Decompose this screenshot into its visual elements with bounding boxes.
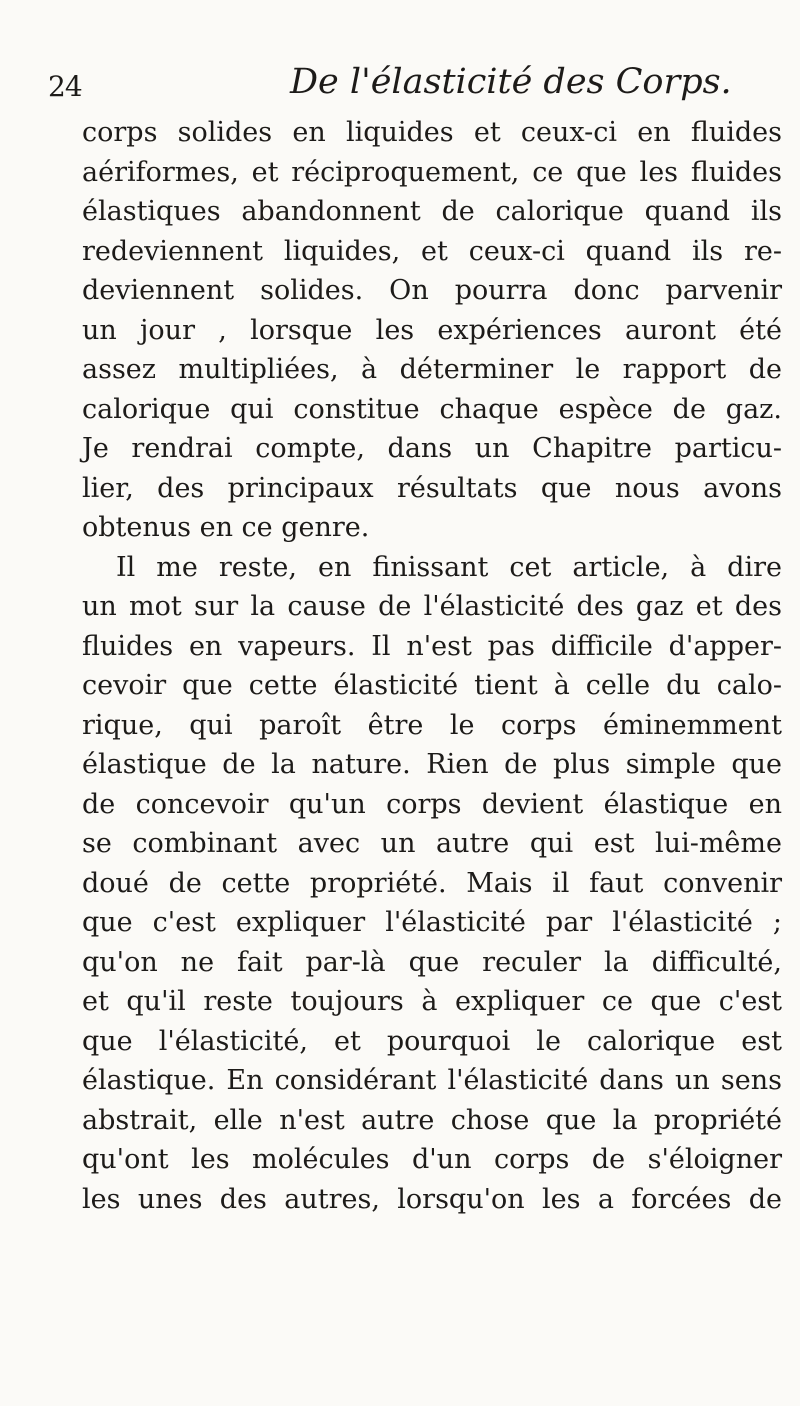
text-line: calorique qui constitue chaque espèce de gaz. — [82, 393, 782, 425]
text-line: élastique de la nature. Rien de plus simple que — [82, 749, 782, 780]
text-line: abstrait, elle n'est autre chose que la propriété — [82, 1104, 782, 1136]
text-line: deviennent solides. On pourra donc parvenir — [82, 275, 782, 306]
paragraph-2 — [82, 548, 782, 1220]
body-text — [82, 113, 782, 1219]
text-line: fluides en vapeurs. Il n'est pas difficile d'apper- — [82, 630, 782, 662]
text-line: rique, qui paroît être le corps éminemment — [82, 709, 782, 741]
text-line: et qu'il reste toujours à expliquer ce que c'est — [82, 986, 782, 1017]
running-title: De l'élasticité des Corps. — [290, 62, 732, 102]
text-line: aériformes, et réciproquement, ce que les fluides — [82, 156, 782, 188]
page-header — [48, 62, 768, 112]
text-line: doué de cette propriété. Mais il faut convenir — [82, 867, 782, 899]
text-line: Je rendrai compte, dans un Chapitre particu- — [82, 433, 782, 464]
text-line: lier, des principaux résultats que nous avons — [82, 472, 782, 504]
text-line: un mot sur la cause de l'élasticité des gaz et des — [82, 591, 782, 622]
text-line: qu'ont les molécules d'un corps de s'éloigner — [82, 1144, 782, 1175]
text-line: obtenus en ce genre. — [82, 512, 370, 543]
paragraph-1 — [82, 113, 782, 548]
text-line: assez multipliées, à déterminer le rapport de — [82, 354, 782, 385]
text-line: que c'est expliquer l'élasticité par l'élasticité ; — [82, 907, 782, 938]
text-line: élastique. En considérant l'élasticité dans un sens — [82, 1065, 782, 1096]
text-line: de concevoir qu'un corps devient élastique en — [82, 788, 782, 820]
text-line: qu'on ne fait par-là que reculer la difficulté, — [82, 946, 782, 978]
text-line: cevoir que cette élasticité tient à celle du calo- — [82, 670, 782, 701]
text-line: un jour , lorsque les expériences auront été — [82, 314, 782, 346]
text-line: corps solides en liquides et ceux-ci en fluides — [82, 117, 782, 148]
text-line: les unes des autres, lorsqu'on les a forcées de — [82, 1183, 782, 1215]
text-line: que l'élasticité, et pourquoi le calorique est — [82, 1025, 782, 1057]
page-number: 24 — [48, 70, 82, 103]
text-line: redeviennent liquides, et ceux-ci quand ils re- — [82, 235, 782, 267]
text-line: Il me reste, en finissant cet article, à dire — [116, 551, 782, 583]
text-line: élastiques abandonnent de calorique quand ils — [82, 196, 782, 227]
text-line: se combinant avec un autre qui est lui-même — [82, 828, 782, 859]
